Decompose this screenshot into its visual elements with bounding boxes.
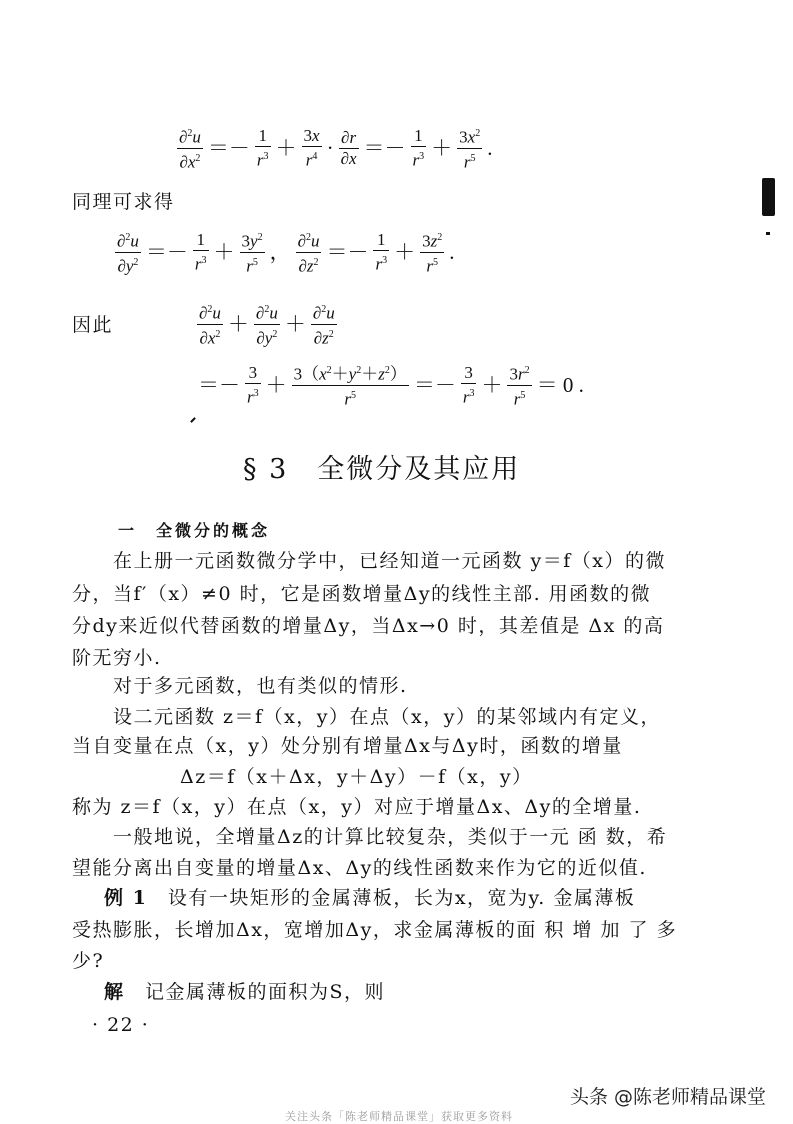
paragraph-4-line-1: 一般地说，全增量Δz的计算比较复杂，类似于一元 函 数，希: [72, 826, 668, 848]
paragraph-4-line-2: 望能分离出自变量的增量Δx、Δy的线性函数来作为它的近似值.: [72, 857, 647, 879]
scan-mark-dot: [766, 232, 770, 235]
paragraph-1-line-4: 阶无穷小.: [72, 647, 162, 669]
scan-mark-binding: [762, 178, 775, 216]
same-reason-text: 同理可求得: [72, 191, 175, 213]
section-heading: § 3 全微分及其应用: [243, 454, 521, 485]
paragraph-1-line-2: 分，当f′（x）≠0 时，它是函数增量Δy的线性主部. 用函数的微: [72, 583, 652, 605]
solution-label: 解: [104, 981, 125, 1003]
page-number: · 22 ·: [92, 1014, 150, 1036]
paragraph-3-line-2: 当自变量在点（x，y）处分别有增量Δx与Δy时，函数的增量: [72, 735, 623, 757]
paragraph-3-line-1: 设二元函数 z＝f（x，y）在点（x，y）的某邻域内有定义，: [72, 706, 661, 728]
equation-laplacian-result: ＝－ $\frac{3}{r^3}$ ＋ $\frac{3(x^2+y^2+z^2)}{r^5}$ ＝－ $\frac{3}{r^3}$ ＋ $\frac{3r^2}{r^5}$ ＝ 0 .: [198, 362, 584, 409]
total-increment-formula: Δz＝f（x＋Δx，y＋Δy）－f（x，y）: [180, 766, 533, 788]
footer-note: 关注头条「陈老师精品课堂」获取更多资料: [285, 1110, 513, 1123]
equation-laplacian-sum: $\frac{\partial^2u}{\partial x^2}$ ＋ $\frac{\partial^2u}{\partial y^2}$ ＋ $\frac{\partial^2u}{\partial z^2}$: [199, 303, 335, 348]
example-1-text: 设有一块矩形的金属薄板，长为x，宽为y. 金属薄板: [147, 887, 636, 909]
solution-line: [104, 977, 385, 1004]
watermark: 头条 @陈老师精品课堂: [570, 1086, 767, 1108]
therefore-text: 因此: [72, 314, 114, 336]
example-1-line-2: 受热膨胀，长增加Δx，宽增加Δy，求金属薄板的面 积 增 加 了 多: [72, 919, 678, 941]
scan-mark-stroke: [190, 417, 196, 423]
equation-d2u-dy2-dz2: $\frac{\partial^2u}{\partial y^2}$ ＝－ $\frac{1}{r^3}$ ＋ $\frac{3y^2}{r^5}$ ， $\frac{\partial^2u}{\partial z^2}$ ＝－ $\frac{1}{r^3}$ ＋ $\frac{3z^2}{r^5}$ .: [117, 229, 455, 276]
paragraph-3-line-3: 称为 z＝f（x，y）在点（x，y）对应于增量Δx、Δy的全增量.: [72, 796, 642, 818]
equation-d2u-dx2: $\frac{\partial^2u}{\partial x^2}$ ＝－ $\frac{1}{r^3}$ ＋ $\frac{3x}{r^4}$ · $\frac{\partial r}{\partial x}$ ＝－ $\frac{1}{r^3}$ ＋ $\frac{3x^2}{r^5}$ .: [179, 125, 493, 172]
example-1-label: 例 1: [104, 887, 148, 909]
paragraph-1-line-1: 在上册一元函数微分学中，已经知道一元函数 y＝f（x）的微: [72, 550, 667, 572]
example-1-line-1: [104, 883, 635, 910]
subheading: 一 全微分的概念: [118, 521, 271, 540]
example-1-line-3: 少?: [72, 950, 105, 972]
paragraph-2: 对于多元函数，也有类似的情形.: [72, 675, 408, 697]
paragraph-1-line-3: 分dy来近似代替函数的增量Δy，当Δx→0 时，其差值是 Δx 的高: [72, 615, 665, 637]
solution-text: 记金属薄板的面积为S，则: [124, 981, 386, 1003]
